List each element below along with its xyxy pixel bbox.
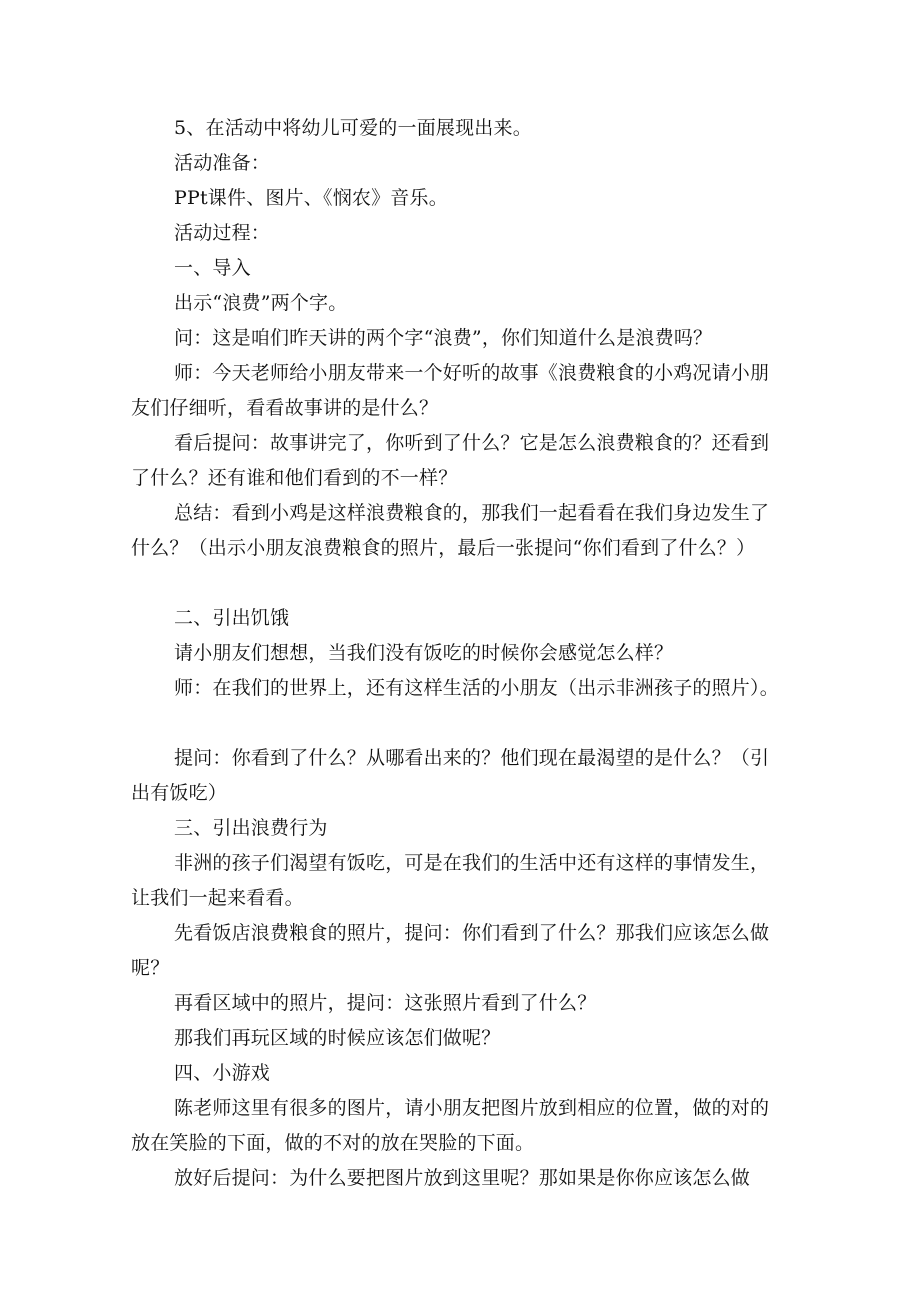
paragraph-game-rules: 陈老师这里有很多的图片，请小朋友把图片放到相应的位置，做的对的放在笑脸的下面，做的不对的放在哭脸的下面。	[131, 1097, 770, 1154]
paragraph-restaurant-photo: 先看饭店浪费粮食的照片，提问：你们看到了什么？那我们应该怎么做呢？	[131, 922, 770, 979]
paragraph-question-waste: 问：这是咱们昨天讲的两个字“浪费”，你们知道什么是浪费吗？	[174, 327, 713, 349]
paragraph-teacher-story: 师：今天老师给小朋友带来一个好听的故事《浪费粮食的小鸡况请小朋友们仔细听，看看故事讲的是什么？	[131, 362, 770, 419]
paragraph-think-hunger: 请小朋友们想想，当我们没有饭吃的时候你会感觉怎么样？	[174, 642, 674, 664]
paragraph-question-desire: 提问：你看到了什么？从哪看出来的？他们现在最渴望的是什么？（引出有饭吃）	[131, 747, 770, 804]
paragraph-summary: 总结：看到小鸡是这样浪费粮食的，那我们一起看看在我们身边发生了什么？（出示小朋友浪费粮食的照片，最后一张提问“你们看到了什么？）	[131, 502, 770, 559]
paragraph-show-word: 出示“浪费”两个字。	[174, 292, 348, 314]
paragraph-goal-5: 5、在活动中将幼儿可爱的一面展现出来。	[174, 117, 532, 139]
heading-process: 活动过程：	[174, 222, 271, 244]
heading-preparation: 活动准备：	[174, 152, 271, 174]
heading-section-4: 四、小游戏	[174, 1062, 271, 1084]
paragraph-africa-contrast: 非洲的孩子们渴望有饭吃，可是在我们的生活中还有这样的事情发生，让我们一起来看看。	[131, 852, 770, 909]
heading-section-1: 一、导入	[174, 257, 251, 279]
paragraph-area-photo: 再看区域中的照片，提问：这张照片看到了什么？	[174, 992, 597, 1014]
paragraph-after-story: 看后提问：故事讲完了，你听到了什么？它是怎么浪费粮食的？还看到了什么？还有谁和他们看到的不一样？	[131, 432, 770, 489]
heading-section-3: 三、引出浪费行为	[174, 817, 328, 839]
paragraph-after-game: 放好后提问：为什么要把图片放到这里呢？那如果是你你应该怎么做	[174, 1167, 751, 1189]
paragraph-area-behavior: 那我们再玩区域的时候应该怎们做呢？	[174, 1027, 501, 1049]
paragraph-africa-children: 师：在我们的世界上，还有这样生活的小朋友（出示非洲孩子的照片）。	[174, 677, 779, 699]
heading-section-2: 二、引出饥饿	[174, 607, 290, 629]
paragraph-materials: PPt课件、图片、《悯农》音乐。	[174, 187, 448, 209]
